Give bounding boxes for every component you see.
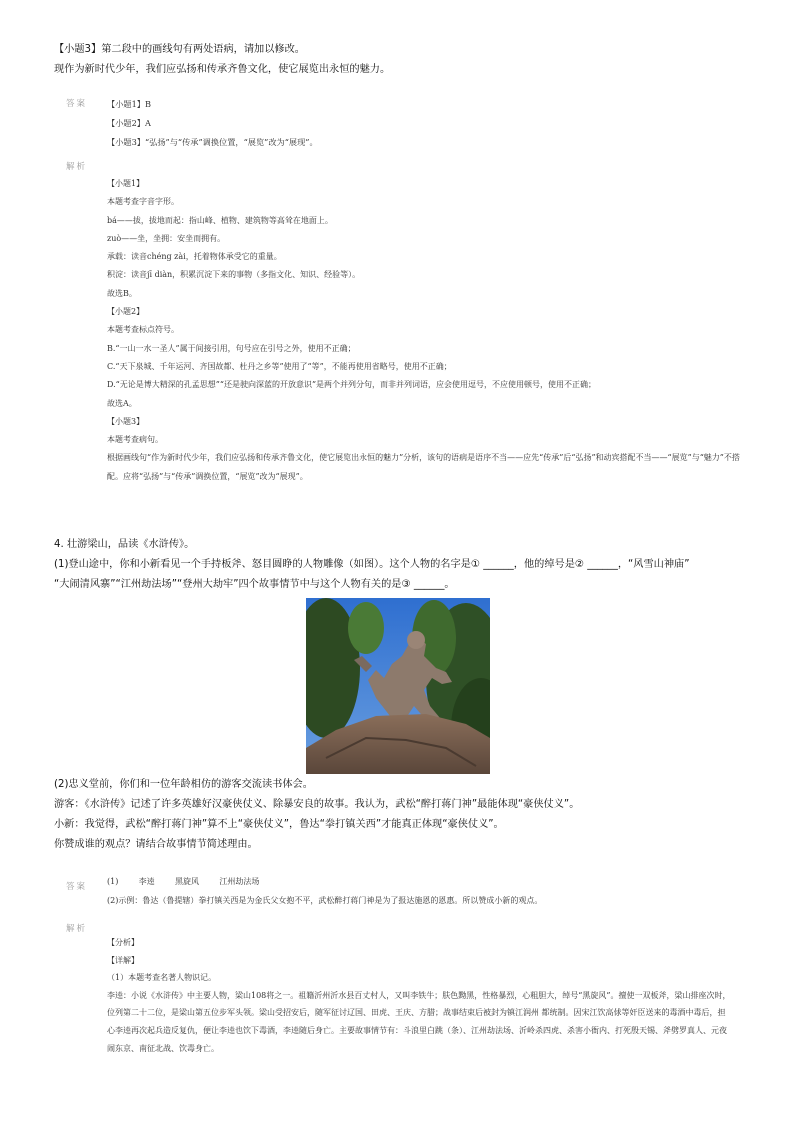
analysis-line: bá——拔，拔地而起：指山峰、植物、建筑物等高耸在地面上。 [107,215,333,225]
analysis-line: 本题考查标点符号。 [107,325,179,335]
question-4-visitor-line: 游客：《水浒传》记述了许多英雄好汉豪侠仗义、除暴安良的故事。我认为，武松“醉打蒋门神”最能体现“豪侠仗义”。 [54,799,580,810]
question-3-sentence: 现作为新时代少年，我们应弘扬和传承齐鲁文化，使它展览出永恒的魅力。 [54,64,391,75]
analysis-line: 【小题2】 [107,307,145,317]
answer-block-2 [107,872,747,910]
answer-line: (2)示例：鲁达（鲁提辖）拳打镇关西是为金氏父女抱不平，武松醉打蒋门神是为了报达施恩的恩惠。所以赞成小新的观点。 [107,896,543,905]
analysis-line: zuò——坐，坐拥：安坐而拥有。 [107,233,226,243]
analysis-line: 故选A。 [107,398,137,408]
analysis-line: （1）本题考查名著人物识记。 [107,973,217,983]
analysis-line: 李逵：小说《水浒传》中主要人物，梁山108将之一。祖籍沂州沂水县百丈村人，又叫李铁牛；肤色黝黑，性格暴烈，心粗胆大，绰号“黑旋风”。擅使一双板斧，梁山排座次时，位列第二十二位，是梁山第五位步军头领。梁山受招安后，随军征讨辽国、田虎、王庆、方腊；战事结束后被封为镇江润州 都统制。因宋江饮高俅等奸臣送来的毒酒中毒后，担心李逵再次起兵造反复仇，便让李逵也饮下毒酒，李逵随后身亡。主要故事情节有：斗浪里白跳（条）、江州劫法场、沂岭杀四虎、杀害小衙内、打死殷天锡、斧劈罗真人、元夜闹东京、南征北战、饮毒身亡。 [107,990,731,1053]
analysis-tag: 解析 [66,162,88,172]
answer-tag: 答案 [66,99,88,109]
answer-block-1 [107,95,747,152]
analysis-line: 积淀：读音jī diàn，积累沉淀下来的事物（多指文化、知识、经验等）。 [107,270,361,280]
answer-tag-2: 答案 [66,882,88,892]
question-4-block-2 [54,775,754,855]
analysis-line: 【分析】 [107,938,139,947]
answer-line: 【小题1】B [107,99,151,109]
analysis-line: 【详解】 [107,955,139,965]
question-4-part1-line2: “大闹清风寨”“江州劫法场”“登州大劫牢”四个故事情节中与这个人物有关的是③ ______。 [54,579,455,590]
analysis-block-2 [107,934,733,1057]
question-3-prompt: 【小题3】第二段中的画线句有两处语病，请加以修改。 [54,44,305,55]
analysis-block-1 [107,175,747,486]
question-4-part2: (2)忠义堂前，你们和一位年龄相仿的游客交流读书体会。 [54,779,313,790]
question-4-part1-line1: (1)登山途中，你和小新看见一个手持板斧、怒目圆睁的人物雕像（如图）。这个人物的名字是① ______，他的绰号是② ______，“风雪山神庙” [54,559,690,570]
analysis-line: B.“一山一水一圣人”属于间接引用，句号应在引号之外，使用不正确； [107,343,356,353]
question-4-block [54,535,754,595]
analysis-line: 本题考查字音字形。 [107,197,179,207]
question-4-question: 你赞成谁的观点？请结合故事情节简述理由。 [54,839,258,850]
statue-photo [306,598,490,774]
question-4-xiaoxin-line: 小新：我觉得，武松“醉打蒋门神”算不上“豪侠仗义”，鲁达“拳打镇关西”才能真正体现“豪侠仗义”。 [54,819,504,830]
analysis-line: 承载：读音chéng zài，托着物体承受它的重量。 [107,252,282,262]
analysis-line: 本题考查病句。 [107,435,163,445]
question-4-title: 4. 壮游梁山，品读《水浒传》。 [54,539,195,550]
analysis-tag-2: 解析 [66,924,88,934]
analysis-line: 【小题1】 [107,179,145,188]
answer-line: (1) 李逵 黑旋风 江州劫法场 [107,877,260,886]
answer-line: 【小题3】“弘扬”与“传承”调换位置，“展览”改为“展现”。 [107,137,318,147]
analysis-line: C.“天下泉城、千年运河、齐国故都、杜丹之乡等”使用了“等”，不能再使用省略号，使用不正确； [107,361,452,371]
analysis-line: 故选B。 [107,288,137,298]
question-3-block [54,40,754,80]
analysis-line: D.“无论是博大精深的孔孟思想”“还是驶向深蓝的开放意识”是两个并列分句，而非并列词语，应会使用逗号，不应使用顿号，使用不正确； [107,380,597,390]
answer-line: 【小题2】A [107,118,151,128]
analysis-line: 【小题3】 [107,416,145,426]
analysis-line: 根据画线句“作为新时代少年，我们应弘扬和传承齐鲁文化，使它展览出永恒的魅力”分析，该句的语病是语序不当——应先“传承”后“弘扬”和动宾搭配不当——“展览”与“魅力”不搭配。应将“弘扬”与“传承”调换位置，“展览”改为“展现”。 [107,453,740,481]
